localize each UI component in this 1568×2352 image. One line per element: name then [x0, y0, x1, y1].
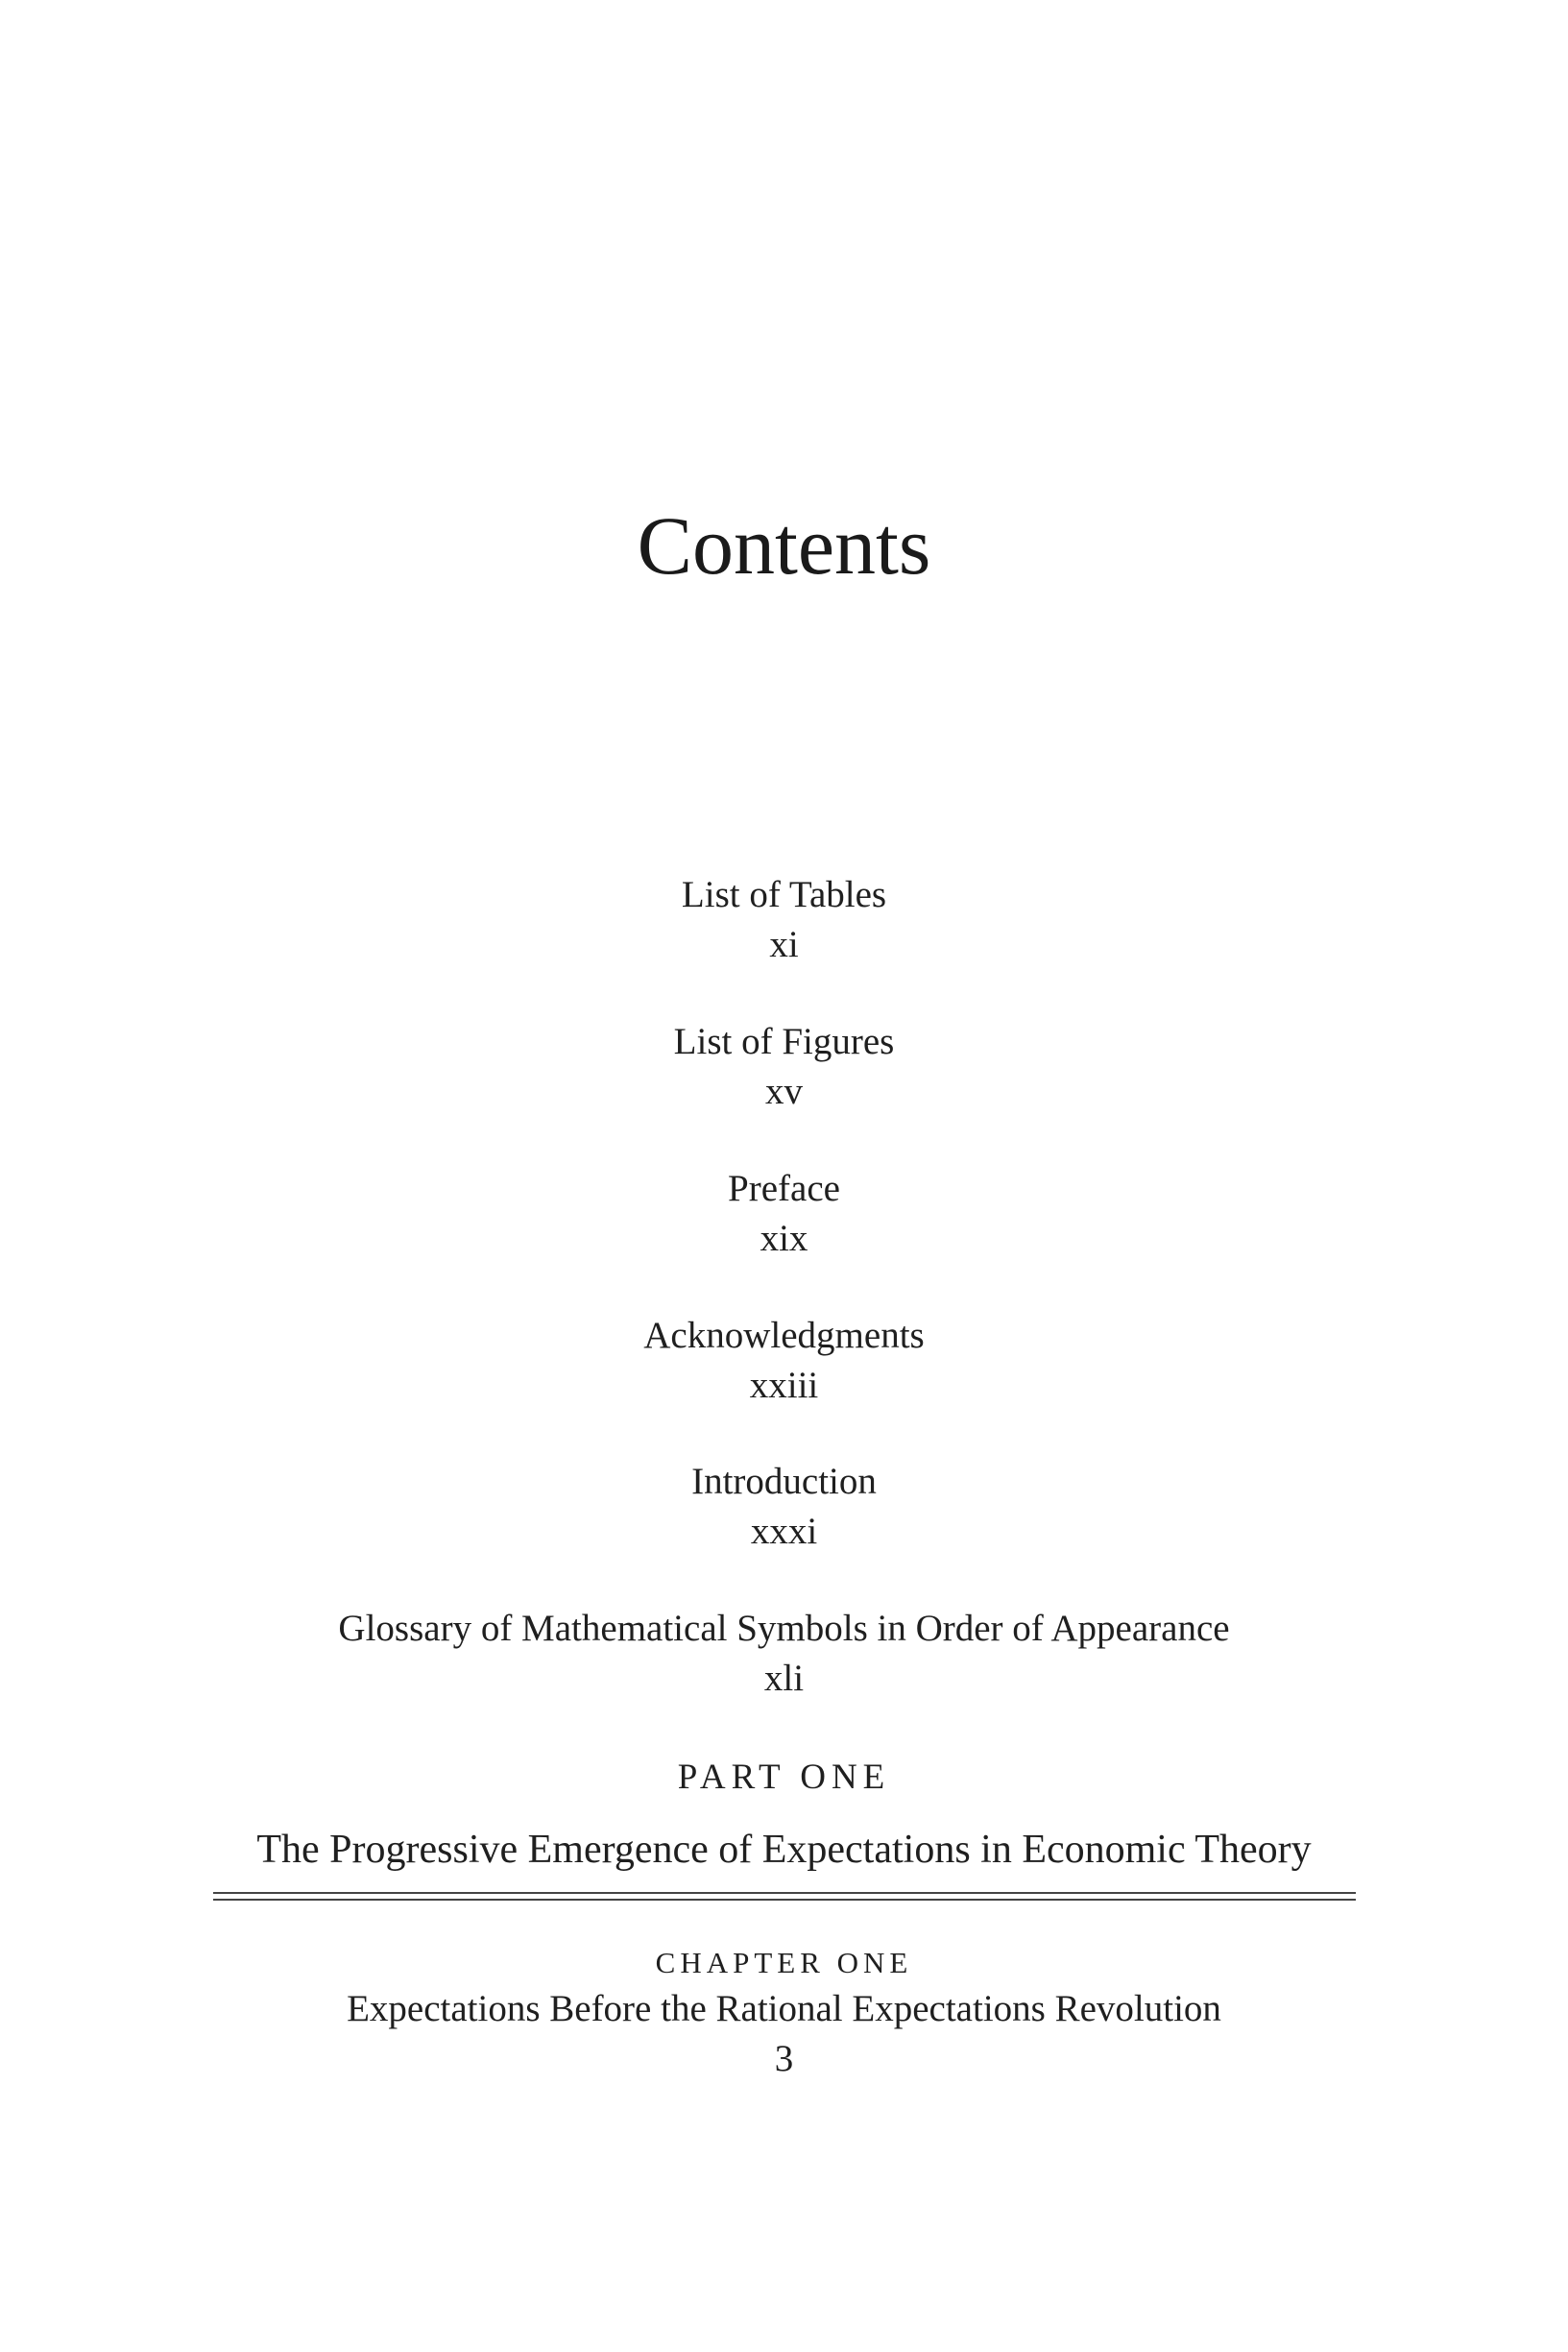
toc-entry-label: Acknowledgments — [643, 1315, 925, 1356]
toc-entry-page-number: xv — [765, 1071, 803, 1112]
toc-entry-page-number: xxxi — [750, 1511, 818, 1552]
toc-entry-introduction[interactable] — [0, 1457, 1568, 1557]
toc-entry-page-number: 3 — [774, 2038, 794, 2079]
toc-entry-preface[interactable] — [0, 1164, 1568, 1264]
toc-entry-label: List of Tables — [681, 874, 887, 915]
toc-entry-list-of-tables[interactable] — [0, 870, 1568, 970]
part-title[interactable]: The Progressive Emergence of Expectations in Economic Theory — [256, 1828, 1312, 1872]
toc-entry-acknowledgments[interactable] — [0, 1311, 1568, 1411]
part-label: PART ONE — [677, 1758, 891, 1797]
toc-entry-label: Preface — [728, 1168, 840, 1209]
toc-entry-label: Glossary of Mathematical Symbols in Order of Appearance — [338, 1608, 1230, 1649]
toc-entry-chapter-one[interactable] — [0, 1984, 1568, 2084]
toc-entry-page-number: xi — [769, 924, 799, 965]
toc-entry-list-of-figures[interactable] — [0, 1017, 1568, 1117]
double-rule-top — [213, 1892, 1356, 1894]
toc-entry-glossary[interactable] — [0, 1604, 1568, 1704]
toc-entry-page-number: xix — [760, 1218, 808, 1259]
toc-entry-label: Introduction — [691, 1461, 877, 1502]
toc-entry-page-number: xli — [763, 1658, 805, 1699]
toc-entry-label: Expectations Before the Rational Expectations Revolution — [347, 1988, 1221, 2029]
chapter-label: CHAPTER ONE — [655, 1946, 913, 1979]
toc-entry-page-number: xxiii — [749, 1365, 819, 1406]
toc-entry-label: List of Figures — [673, 1021, 895, 1062]
page-title: Contents — [637, 498, 931, 592]
double-rule-bottom — [213, 1899, 1356, 1901]
